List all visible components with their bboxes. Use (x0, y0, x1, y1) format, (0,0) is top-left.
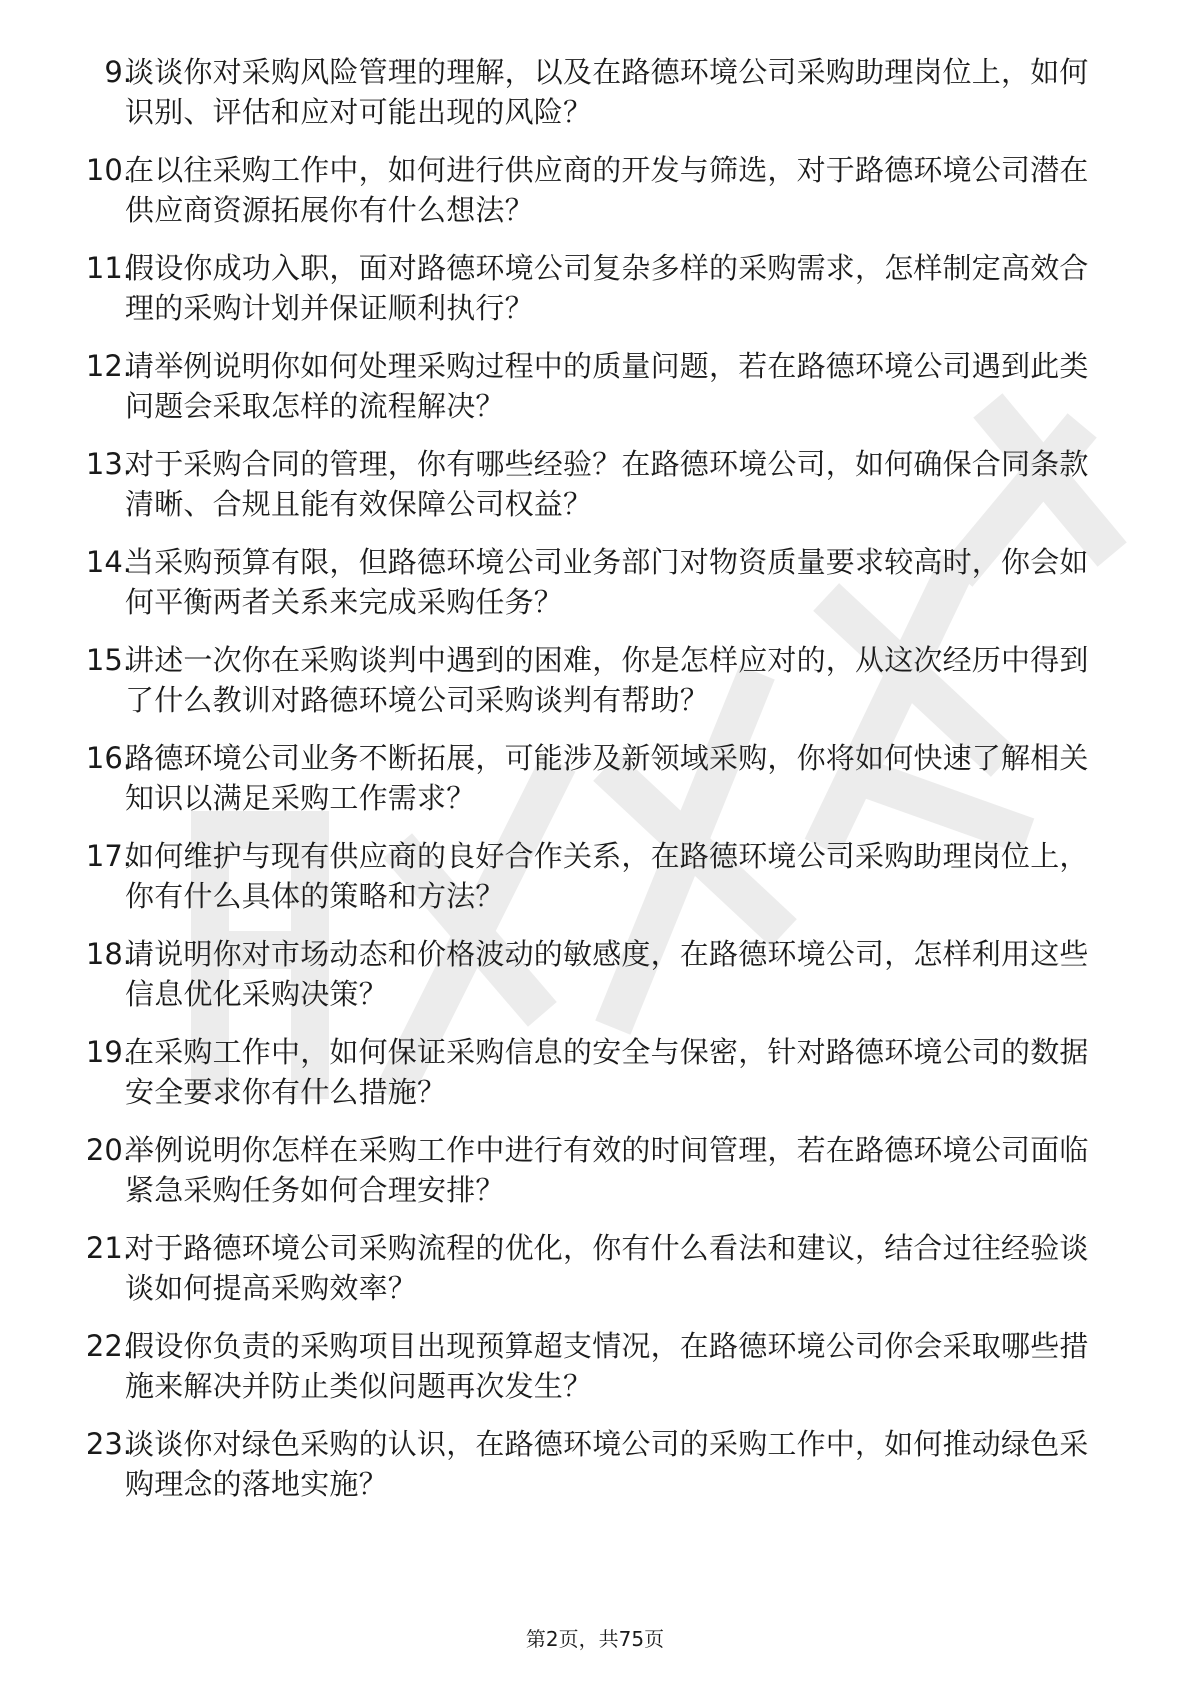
question-number: 23. (85, 1427, 132, 1461)
question-text: 假设你成功入职，面对路德环境公司复杂多样的采购需求，怎样制定高效合理的采购计划并保证顺利执行？ (125, 251, 1089, 325)
question-text: 谈谈你对绿色采购的认识，在路德环境公司的采购工作中，如何推动绿色采购理念的落地实施？ (125, 1427, 1089, 1501)
question-item (0, 248, 1190, 346)
question-number: 13. (85, 447, 132, 481)
question-text: 对于采购合同的管理，你有哪些经验？在路德环境公司，如何确保合同条款清晰、合规且能有效保障公司权益？ (125, 447, 1089, 521)
question-number: 22. (85, 1329, 132, 1363)
question-item (0, 346, 1190, 444)
question-text: 对于路德环境公司采购流程的优化，你有什么看法和建议，结合过往经验谈谈如何提高采购效率？ (125, 1231, 1089, 1305)
question-number: 19. (85, 1035, 132, 1069)
question-number: 20. (85, 1133, 132, 1167)
question-number: 10. (85, 153, 132, 187)
question-text: 如何维护与现有供应商的良好合作关系，在路德环境公司采购助理岗位上，你有什么具体的策略和方法？ (125, 839, 1089, 913)
question-item (0, 150, 1190, 248)
question-item (0, 934, 1190, 1032)
question-text: 谈谈你对采购风险管理的理解，以及在路德环境公司采购助理岗位上，如何识别、评估和应对可能出现的风险？ (125, 55, 1089, 129)
question-item (0, 542, 1190, 640)
question-item (0, 1326, 1190, 1424)
question-number: 15. (85, 643, 132, 677)
question-number: 14. (85, 545, 132, 579)
question-text: 路德环境公司业务不断拓展，可能涉及新领域采购，你将如何快速了解相关知识以满足采购工作需求？ (125, 741, 1089, 815)
question-item (0, 444, 1190, 542)
question-number: 16. (85, 741, 132, 775)
question-number: 9. (104, 55, 132, 89)
question-number: 18. (85, 937, 132, 971)
question-text: 请说明你对市场动态和价格波动的敏感度，在路德环境公司，怎样利用这些信息优化采购决策？ (125, 937, 1089, 1011)
question-item (0, 52, 1190, 150)
question-text: 请举例说明你如何处理采购过程中的质量问题，若在路德环境公司遇到此类问题会采取怎样的流程解决？ (125, 349, 1089, 423)
question-item (0, 640, 1190, 738)
question-text: 假设你负责的采购项目出现预算超支情况，在路德环境公司你会采取哪些措施来解决并防止类似问题再次发生？ (125, 1329, 1089, 1403)
question-item (0, 1424, 1190, 1522)
question-number: 17. (85, 839, 132, 873)
question-item (0, 836, 1190, 934)
question-list (0, 52, 1190, 1522)
question-text: 讲述一次你在采购谈判中遇到的困难，你是怎样应对的，从这次经历中得到了什么教训对路德环境公司采购谈判有帮助？ (125, 643, 1089, 717)
question-number: 21. (85, 1231, 132, 1265)
question-text: 举例说明你怎样在采购工作中进行有效的时间管理，若在路德环境公司面临紧急采购任务如何合理安排？ (125, 1133, 1089, 1207)
question-item (0, 1032, 1190, 1130)
question-text: 在采购工作中，如何保证采购信息的安全与保密，针对路德环境公司的数据安全要求你有什么措施？ (125, 1035, 1089, 1109)
question-text: 在以往采购工作中，如何进行供应商的开发与筛选，对于路德环境公司潜在供应商资源拓展你有什么想法？ (125, 153, 1089, 227)
page-footer: 第2页，共75页 (525, 1627, 665, 1651)
question-item (0, 1228, 1190, 1326)
question-number: 12. (85, 349, 132, 383)
question-item (0, 738, 1190, 836)
question-item (0, 1130, 1190, 1228)
question-number: 11. (85, 251, 132, 285)
question-text: 当采购预算有限，但路德环境公司业务部门对物资质量要求较高时，你会如何平衡两者关系来完成采购任务？ (125, 545, 1089, 619)
